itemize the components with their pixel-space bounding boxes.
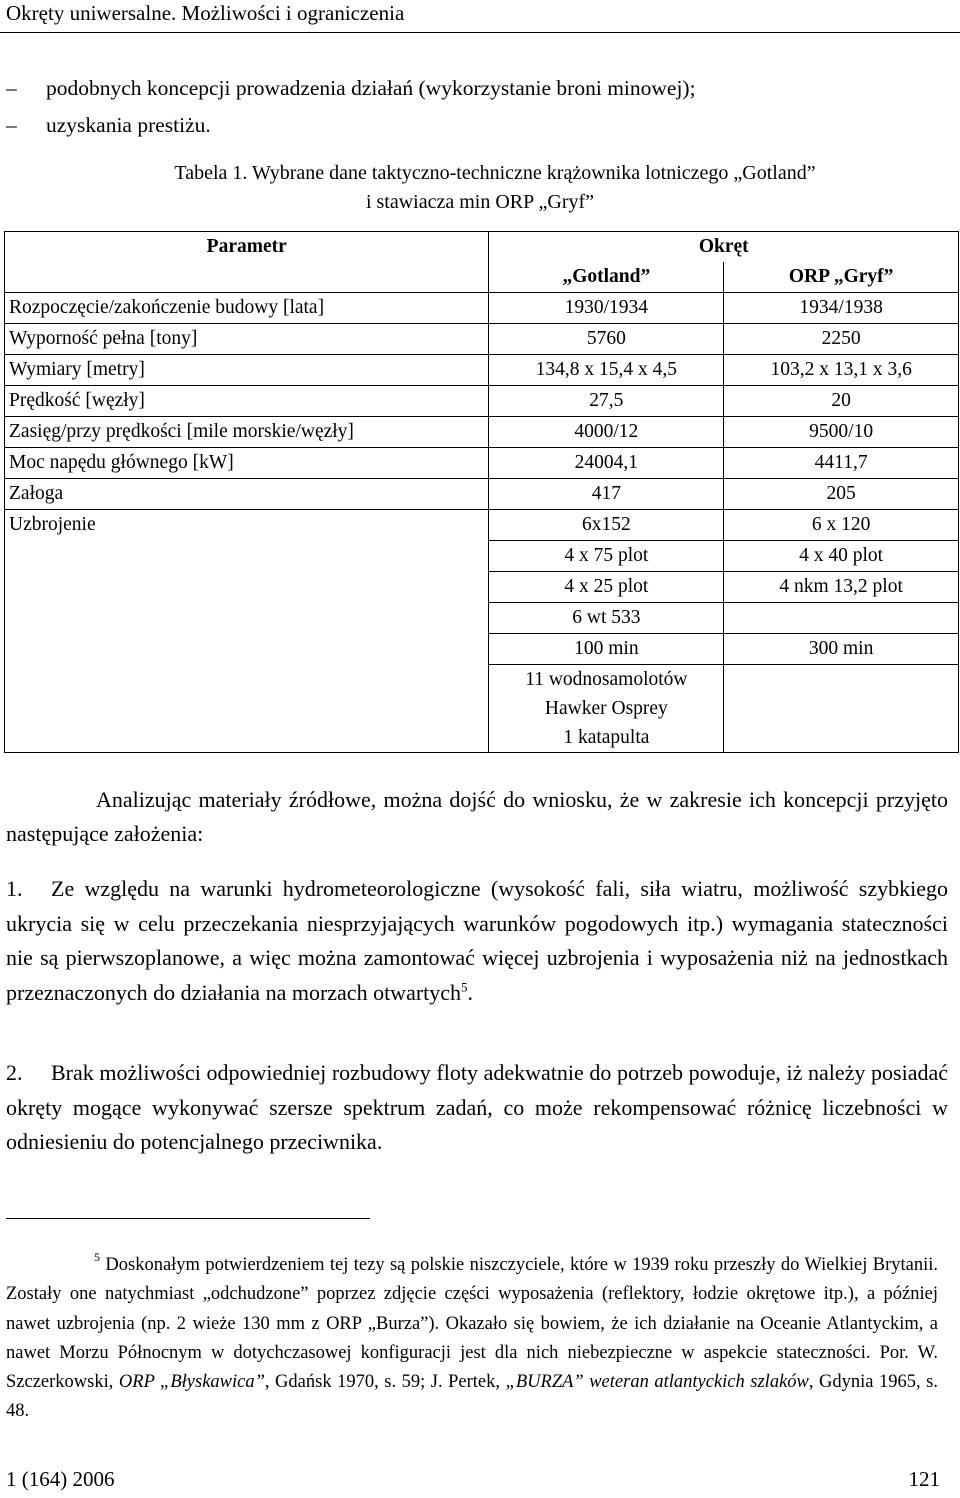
footnote-title: „BURZA” weteran atlantyckich szlaków bbox=[505, 1371, 809, 1392]
gryf-cell: 103,2 x 13,1 x 3,6 bbox=[724, 355, 959, 386]
table-row bbox=[5, 355, 959, 386]
param-cell: Uzbrojenie bbox=[5, 510, 489, 753]
footnote-rule bbox=[6, 1218, 370, 1219]
footnote-text: , Gdańsk 1970, s. 59; J. Pertek, bbox=[264, 1371, 506, 1392]
gotland-armament-cell: 6 wt 533 bbox=[489, 603, 724, 634]
footnote-ref: 5 bbox=[461, 979, 468, 995]
list-text-body: Ze względu na warunki hydrometeorologiczne (wysokość fali, siła wiatru, możliwość szybkiego ukrycia się w celu przeczekania niesprzyjających warunków pogodowych itp.) wymagania stateczności nie są pierwszoplanowe, a więc można zamontować więcej uzbrojenia i wyposażenia niż na jednostkach przeznaczonych do działania na morzach otwartych bbox=[6, 876, 948, 1005]
gotland-armament-cell: 6x152 bbox=[489, 510, 724, 541]
gryf-cell: 205 bbox=[724, 479, 959, 510]
gryf-cell: 20 bbox=[724, 386, 959, 417]
list-number: 2. bbox=[6, 1060, 23, 1085]
cell-line: Hawker Osprey bbox=[544, 698, 668, 719]
gotland-armament-cell: 4 x 25 plot bbox=[489, 572, 724, 603]
list-text: Brak możliwości odpowiedniej rozbudowy floty adekwatnie do potrzeb powoduje, iż należy posiadać okręty mogące wykonywać szersze spektrum zadań, co może rekompensować różnicę liczebności w odniesieniu do potencjalnego przeciwnika. bbox=[6, 1060, 948, 1154]
header-gryf: ORP „Gryf” bbox=[724, 262, 959, 293]
footnote-text: Doskonałym potwierdzeniem tej tezy są polskie niszczyciele, które w 1939 roku przeszły do Wielkiej Brytanii. Zostały one natychmiast „odchudzone” poprzez zdjęcie części wyposażenia (reflektory, łodzie okrętowe itp.), a później nawet uzbrojenia (np. 2 wieże 130 mm z ORP „Burza”). Okazało się bowiem, że ich działanie na Oceanie Atlantyckim, a nawet Morzu Północnym w dotychczasowej konfiguracji jest dla nich niebezpieczne w aspekcie stateczności. Por. W. Szczerkowski, bbox=[6, 1255, 938, 1392]
table-row-armament bbox=[5, 510, 959, 541]
footer-page-number: 121 bbox=[908, 1467, 940, 1491]
param-cell: Prędkość [węzły] bbox=[5, 386, 489, 417]
gryf-cell: 1934/1938 bbox=[724, 293, 959, 324]
table-row bbox=[5, 417, 959, 448]
gotland-cell: 1930/1934 bbox=[489, 293, 724, 324]
intro-paragraph: Analizując materiały źródłowe, można dojść do wniosku, że w zakresie ich koncepcji przyjęto następujące założenia: bbox=[6, 787, 948, 846]
list-item bbox=[6, 872, 948, 1010]
gryf-armament-cell: 6 x 120 bbox=[724, 510, 959, 541]
cell-line: 1 katapulta bbox=[563, 727, 650, 748]
bullet-text: uzyskania prestiżu. bbox=[46, 113, 211, 137]
table-caption-line2: i stawiacza min ORP „Gryf” bbox=[365, 191, 595, 213]
footnote bbox=[6, 1245, 938, 1426]
param-cell: Wyporność pełna [tony] bbox=[5, 324, 489, 355]
bullet-item bbox=[6, 74, 696, 102]
list-item bbox=[6, 1056, 948, 1160]
list-text bbox=[6, 872, 948, 1010]
gryf-cell: 4411,7 bbox=[724, 448, 959, 479]
gotland-cell: 4000/12 bbox=[489, 417, 724, 448]
ship-data-table bbox=[4, 231, 959, 753]
table-row bbox=[5, 386, 959, 417]
table-row bbox=[5, 324, 959, 355]
gotland-cell: 417 bbox=[489, 479, 724, 510]
gryf-cell: 9500/10 bbox=[724, 417, 959, 448]
dash-marker: – bbox=[6, 76, 17, 100]
header-gotland: „Gotland” bbox=[489, 262, 724, 293]
param-cell: Zasięg/przy prędkości [mile morskie/węzły] bbox=[5, 417, 489, 448]
header-ship: Okręt bbox=[489, 232, 959, 263]
footnote-mark: 5 bbox=[94, 1250, 100, 1264]
table-caption-line1: Tabela 1. Wybrane dane taktyczno-techniczne krążownika lotniczego „Gotland” bbox=[174, 162, 816, 184]
list-number: 1. bbox=[6, 876, 23, 901]
gryf-cell: 2250 bbox=[724, 324, 959, 355]
table-row bbox=[5, 448, 959, 479]
running-header: Okręty uniwersalne. Możliwości i ograniczenia bbox=[6, 1, 405, 25]
bullet-text: podobnych koncepcji prowadzenia działań (wykorzystanie broni minowej); bbox=[46, 76, 696, 100]
gotland-armament-cell: 4 x 75 plot bbox=[489, 541, 724, 572]
gryf-armament-cell: 4 nkm 13,2 plot bbox=[724, 572, 959, 603]
gryf-armament-cell bbox=[724, 665, 959, 753]
gotland-cell: 5760 bbox=[489, 324, 724, 355]
header-rule bbox=[0, 32, 960, 33]
gotland-armament-cell bbox=[489, 665, 724, 753]
table-row bbox=[5, 479, 959, 510]
gryf-armament-cell: 300 min bbox=[724, 634, 959, 665]
param-cell: Załoga bbox=[5, 479, 489, 510]
header-parameter: Parametr bbox=[5, 232, 489, 293]
gryf-armament-cell bbox=[724, 603, 959, 634]
gotland-armament-cell: 100 min bbox=[489, 634, 724, 665]
gryf-armament-cell: 4 x 40 plot bbox=[724, 541, 959, 572]
param-cell: Moc napędu głównego [kW] bbox=[5, 448, 489, 479]
cell-line: 11 wodnosamolotów bbox=[525, 669, 688, 690]
list-text-end: . bbox=[467, 979, 474, 1005]
gotland-cell: 134,8 x 15,4 x 4,5 bbox=[489, 355, 724, 386]
bullet-item bbox=[6, 111, 211, 139]
footnote-text: , Gdynia 1965, s. 48. bbox=[6, 1371, 938, 1422]
footnote-title: ORP „Błyskawica” bbox=[118, 1371, 265, 1392]
param-cell: Rozpoczęcie/zakończenie budowy [lata] bbox=[5, 293, 489, 324]
footer-issue: 1 (164) 2006 bbox=[6, 1467, 115, 1491]
table-row bbox=[5, 293, 959, 324]
dash-marker: – bbox=[6, 113, 17, 137]
gotland-cell: 27,5 bbox=[489, 386, 724, 417]
param-cell: Wymiary [metry] bbox=[5, 355, 489, 386]
gotland-cell: 24004,1 bbox=[489, 448, 724, 479]
